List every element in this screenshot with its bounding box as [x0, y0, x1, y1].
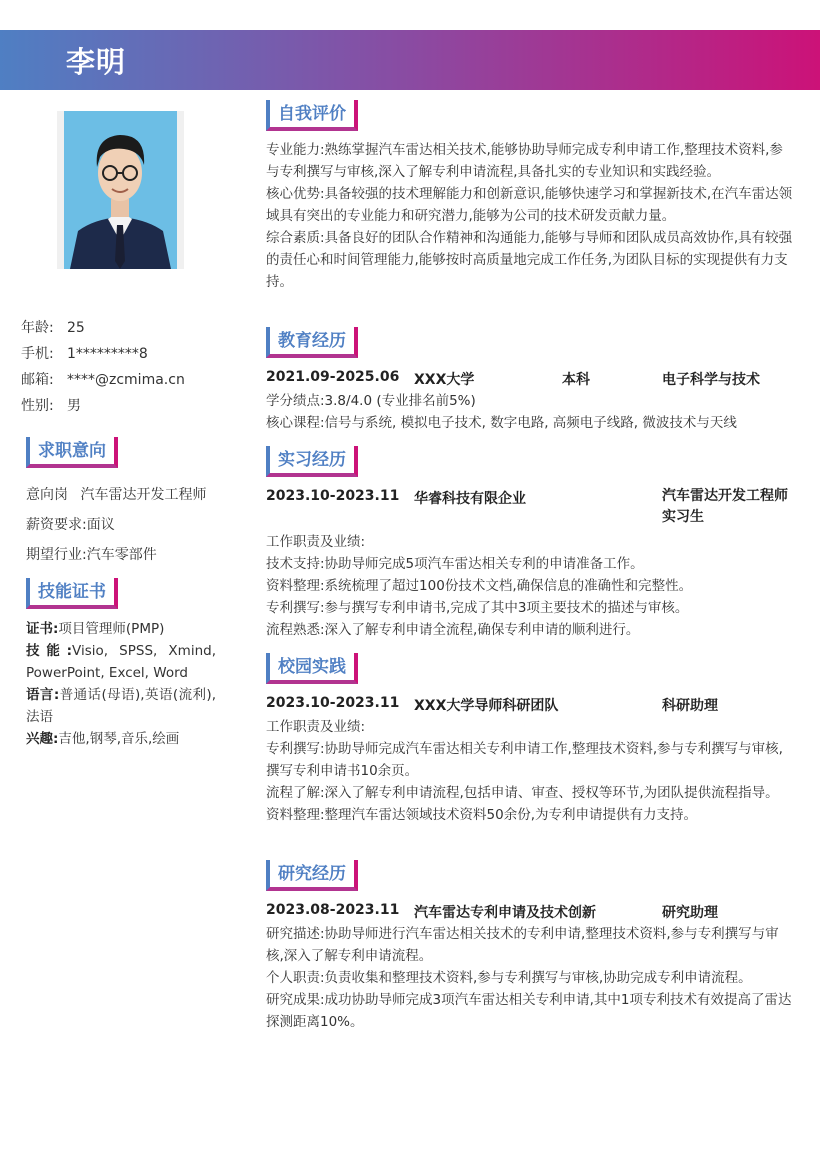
education-date: 2021.09-2025.06 [266, 369, 400, 385]
email-label: 邮箱: [21, 372, 54, 388]
research-role: 研究助理 [662, 905, 718, 921]
campus-line: 工作职责及业绩: [266, 719, 366, 735]
education-header [266, 369, 796, 389]
gender-row [21, 395, 221, 421]
internship-header [266, 488, 796, 532]
candidate-name: 李明 [66, 45, 127, 79]
campus-body [266, 716, 796, 826]
internship-date: 2023.10-2023.11 [266, 488, 400, 504]
gender-label: 性别: [21, 398, 54, 414]
self-eval-title: 自我评价 [266, 100, 358, 131]
skill-value: Visio, SPSS, Xmind, PowerPoint, Excel, Word [26, 643, 216, 681]
research-line: 个人职责:负责收集和整理技术资料,参与专利撰写与审核,协助完成专利申请流程。 [266, 970, 752, 986]
campus-date: 2023.10-2023.11 [266, 695, 400, 711]
skill-value: 吉他,钢琴,音乐,绘画 [58, 731, 180, 747]
industry-label: 期望行业: [26, 547, 87, 563]
self-eval-paragraph: 综合素质:具备良好的团队合作精神和沟通能力,能够与导师和团队成员高效协作,具有较强的责任心和时间管理能力,能够按时高质量地完成工作任务,为团队目标的实现提供有力支持。 [266, 230, 793, 290]
email-row [21, 369, 221, 395]
research-line: 研究成果:成功协助导师完成3项汽车雷达相关专利申请,其中1项专利技术有效提高了雷达探测距离10%。 [266, 992, 792, 1030]
phone-row [21, 343, 221, 369]
research-line: 研究描述:协助导师进行汽车雷达相关技术的专利申请,整理技术资料,参与专利撰写与审核,深入了解专利申请流程。 [266, 926, 779, 964]
self-eval-body [266, 139, 796, 293]
skills-list [26, 618, 216, 750]
skill-item [26, 684, 216, 728]
skill-key: 兴趣: [26, 731, 59, 747]
self-eval-paragraph: 专业能力:熟练掌握汽车雷达相关技术,能够协助导师完成专利申请工作,整理技术资料,参与专利撰写与审核,深入了解专利申请流程,具备扎实的专业知识和实践经验。 [266, 142, 783, 180]
intent-position-value: 汽车雷达开发工程师 [80, 487, 207, 503]
person-portrait-icon [64, 111, 177, 269]
skill-value: 普通话(母语),英语(流利),法语 [26, 687, 216, 725]
campus-line: 专利撰写:协助导师完成汽车雷达相关专利申请工作,整理技术资料,参与专利撰写与审核,撰写专利申请书10余页。 [266, 741, 783, 779]
self-eval-paragraph: 核心优势:具备较强的技术理解能力和创新意识,能够快速学习和掌握新技术,在汽车雷达领域具有突出的专业能力和研究潜力,能够为公司的技术研发贡献力量。 [266, 186, 793, 224]
phone-value: 1*********8 [67, 346, 148, 362]
campus-role: 科研助理 [662, 698, 718, 714]
age-value: 25 [67, 320, 85, 336]
internship-line: 专利撰写:参与撰写专利申请书,完成了其中3项主要技术的描述与审核。 [266, 600, 689, 616]
salary-row [26, 511, 226, 539]
skill-item [26, 618, 216, 640]
internship-line: 流程熟悉:深入了解专利申请全流程,确保专利申请的顺利进行。 [266, 622, 640, 638]
education-body [266, 390, 796, 434]
education-school: XXX大学 [414, 372, 475, 388]
skill-key: 证书: [26, 621, 59, 637]
skill-item [26, 728, 216, 750]
internship-line: 技术支持:协助导师完成5项汽车雷达相关专利的申请准备工作。 [266, 556, 644, 572]
campus-line: 流程了解:深入了解专利申请流程,包括申请、审查、授权等环节,为团队提供流程指导。 [266, 785, 779, 801]
internship-line: 资料整理:系统梳理了超过100份技术文档,确保信息的准确性和完整性。 [266, 578, 693, 594]
industry-value: 汽车零部件 [86, 547, 157, 563]
profile-photo [57, 111, 184, 269]
skill-key: 语言: [26, 687, 60, 703]
age-row [21, 317, 221, 343]
job-intent-title: 求职意向 [26, 437, 118, 468]
skill-key: 技能: [26, 643, 73, 659]
gender-value: 男 [67, 398, 81, 414]
education-degree: 本科 [562, 372, 590, 388]
internship-role: 汽车雷达开发工程师实习生 [662, 488, 788, 525]
intent-position-label: 意向岗 [26, 487, 68, 503]
skill-item [26, 640, 216, 684]
internship-line: 工作职责及业绩: [266, 534, 366, 550]
intent-position-row [26, 481, 226, 509]
salary-text: 薪资要求:面议 [26, 517, 115, 533]
research-title: 研究经历 [266, 860, 358, 891]
internship-org: 华睿科技有限企业 [414, 491, 526, 507]
basic-info [21, 317, 221, 421]
research-body [266, 923, 796, 1033]
research-header [266, 902, 796, 922]
campus-title: 校园实践 [266, 653, 358, 684]
skill-value: 项目管理师(PMP) [58, 621, 165, 637]
internship-body [266, 531, 796, 641]
research-project: 汽车雷达专利申请及技术创新 [414, 905, 596, 921]
skills-title: 技能证书 [26, 578, 118, 609]
education-line: 学分绩点:3.8/4.0 (专业排名前5%) [266, 393, 476, 409]
internship-title: 实习经历 [266, 446, 358, 477]
age-label: 年龄: [21, 320, 54, 336]
job-intent-block [26, 481, 226, 569]
email-value: ****@zcmima.cn [67, 372, 185, 388]
campus-org: XXX大学导师科研团队 [414, 698, 559, 714]
campus-line: 资料整理:整理汽车雷达领域技术资料50余份,为专利申请提供有力支持。 [266, 807, 698, 823]
header-banner [0, 30, 820, 90]
campus-header [266, 695, 796, 715]
phone-label: 手机: [21, 346, 54, 362]
education-major: 电子科学与技术 [662, 372, 760, 388]
industry-row [26, 541, 226, 569]
education-line: 核心课程:信号与系统, 模拟电子技术, 数字电路, 高频电子线路, 微波技术与天线 [266, 415, 737, 431]
education-title: 教育经历 [266, 327, 358, 358]
research-date: 2023.08-2023.11 [266, 902, 400, 918]
